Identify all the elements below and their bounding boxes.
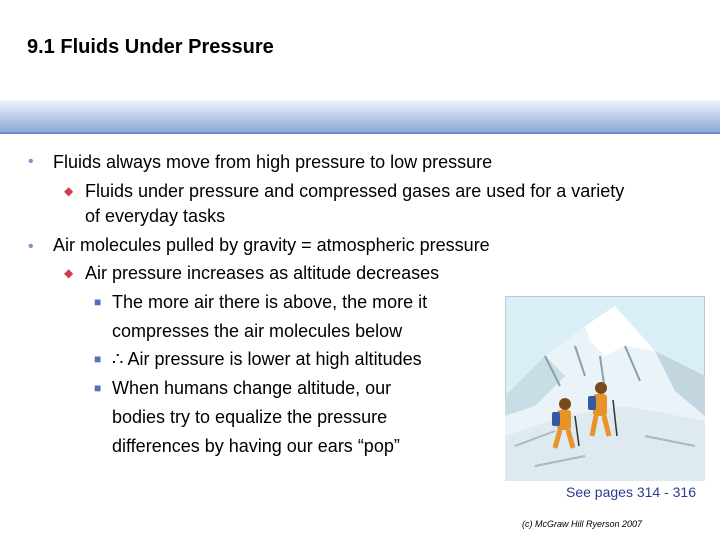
bullet-text: ∴ Air pressure is lower at high altitudes: [112, 349, 422, 369]
bullet-diamond: ◆: [64, 184, 74, 198]
bullet-text: of everyday tasks: [85, 206, 226, 226]
bullet-text: bodies try to equalize the pressure: [112, 407, 388, 427]
bullet-diamond: ◆: [64, 266, 74, 280]
copyright: (c) McGraw Hill Ryerson 2007: [522, 519, 643, 529]
page-reference: See pages 314 - 316: [566, 484, 696, 500]
bullet-text: Air pressure increases as altitude decreases: [85, 263, 440, 283]
climbers-on-mountain-illustration: [505, 296, 705, 481]
bullet-dot: •: [28, 238, 34, 255]
bullet-dot: •: [28, 153, 34, 170]
bullet-square: ■: [94, 381, 102, 395]
title-area: [0, 0, 720, 100]
slide-title: 9.1 Fluids Under Pressure: [27, 36, 274, 58]
bullet-text: The more air there is above, the more it: [112, 292, 428, 312]
bullet-text: Air molecules pulled by gravity = atmospheric pressure: [53, 235, 490, 255]
header-divider: [0, 132, 720, 134]
bullet-text: Fluids always move from high pressure to low pressure: [53, 152, 493, 172]
bullet-text: compresses the air molecules below: [112, 321, 403, 341]
bullet-text: differences by having our ears “pop”: [112, 436, 400, 456]
bullet-square: ■: [94, 295, 102, 309]
header-band: [0, 100, 720, 132]
bullet-text: When humans change altitude, our: [112, 378, 392, 398]
bullet-text: Fluids under pressure and compressed gases are used for a variety: [85, 181, 625, 201]
bullet-square: ■: [94, 352, 102, 366]
